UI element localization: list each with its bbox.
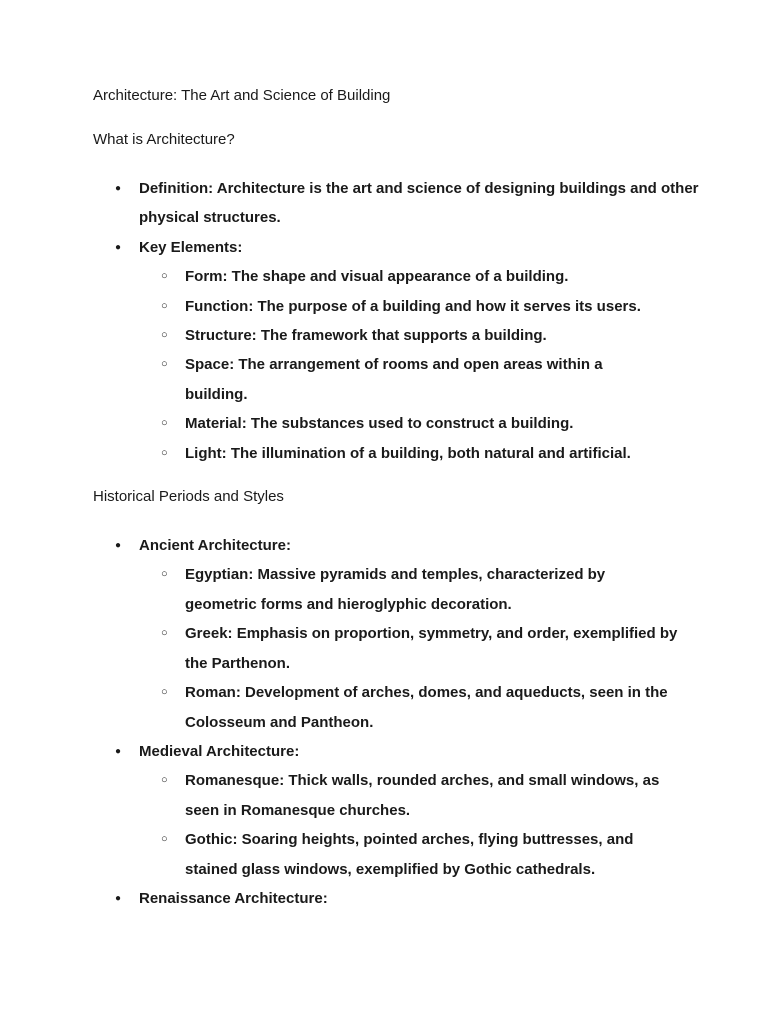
list-item-text: ● Key Elements: bbox=[139, 238, 243, 256]
list-item-definition bbox=[93, 174, 699, 233]
sub-list-medieval bbox=[139, 766, 713, 884]
list-item-medieval-architecture bbox=[93, 737, 713, 884]
sub-item-romanesque: ○ Romanesque: Thick walls, rounded arches, and small windows, as seen in Romanesque churches. bbox=[139, 766, 665, 825]
sub-item-light: ○ Light: The illumination of a building, both natural and artificial. bbox=[139, 439, 713, 468]
sub-item-roman: ○ Roman: Development of arches, domes, and aqueducts, seen in the Colosseum and Pantheon. bbox=[139, 678, 675, 737]
sub-item-material: ○ Material: The substances used to construct a building. bbox=[139, 409, 713, 438]
list-item-key-elements bbox=[93, 233, 713, 468]
sub-item-function: ○ Function: The purpose of a building and how it serves its users. bbox=[139, 292, 713, 321]
list-item-text: ● Renaissance Architecture: bbox=[139, 889, 328, 907]
list-item-text: ● Ancient Architecture: bbox=[139, 537, 291, 555]
list-item-renaissance-architecture bbox=[93, 884, 713, 913]
document-body bbox=[93, 86, 713, 913]
section-heading-what-is-architecture: What is Architecture? bbox=[93, 131, 235, 148]
list-item-ancient-architecture bbox=[93, 531, 713, 737]
sub-item-greek: ○ Greek: Emphasis on proportion, symmetry, and order, exemplified by the Parthenon. bbox=[139, 619, 680, 678]
sub-item-space: ○ Space: The arrangement of rooms and open areas within a building. bbox=[139, 350, 625, 409]
document-title: Architecture: The Art and Science of Building bbox=[93, 87, 391, 104]
sub-list-key-elements bbox=[139, 262, 713, 468]
bullet-list-historical-periods bbox=[93, 531, 713, 913]
sub-item-egyptian: ○ Egyptian: Massive pyramids and temples, characterized by geometric forms and hieroglyphic decoration. bbox=[139, 560, 625, 619]
sub-item-gothic: ○ Gothic: Soaring heights, pointed arches, flying buttresses, and stained glass windows, exemplified by Gothic cathedrals. bbox=[139, 825, 665, 884]
sub-list-ancient bbox=[139, 560, 713, 736]
bullet-list-what-is-architecture bbox=[93, 174, 713, 468]
section-heading-historical-periods: Historical Periods and Styles bbox=[93, 488, 284, 506]
list-item-text: ● Definition: Architecture is the art and science of designing buildings and other physical structures. bbox=[139, 180, 699, 227]
list-item-text: ● Medieval Architecture: bbox=[139, 742, 300, 760]
sub-item-form: ○ Form: The shape and visual appearance of a building. bbox=[139, 262, 713, 291]
sub-item-structure: ○ Structure: The framework that supports a building. bbox=[139, 321, 713, 350]
